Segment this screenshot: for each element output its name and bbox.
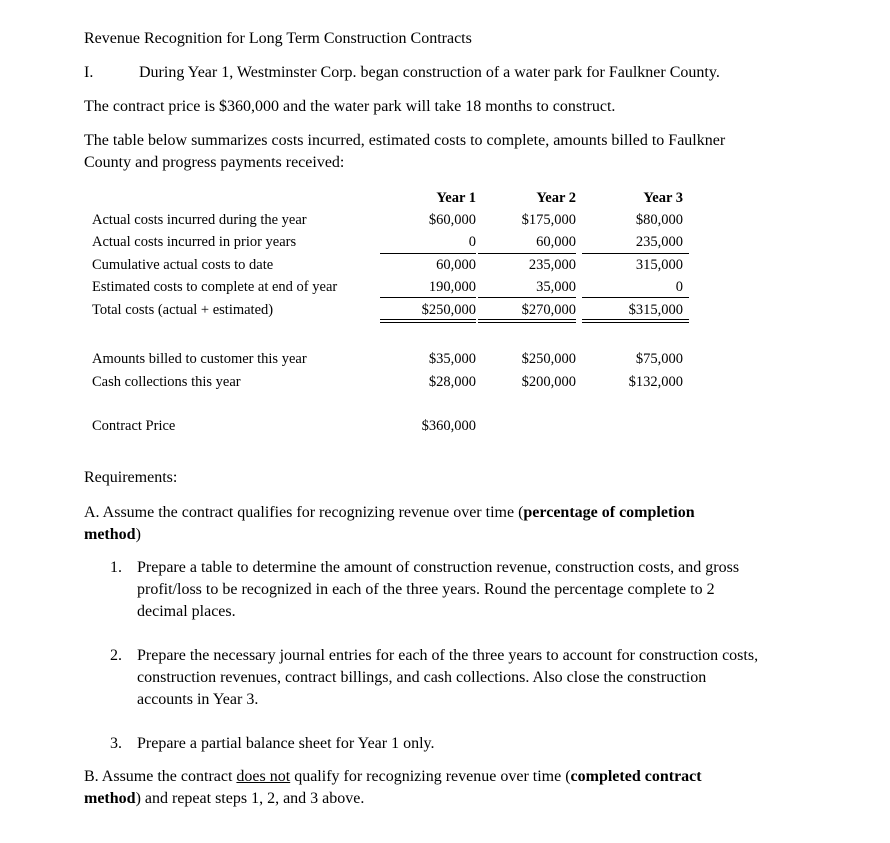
requirement-b-line2 <box>84 788 364 810</box>
table-cell: $132,000 <box>628 374 683 390</box>
table-cell: $28,000 <box>428 374 476 390</box>
item-2-line1: Prepare the necessary journal entries for each of the three years to account for construction costs, <box>137 647 759 664</box>
table-cell: $270,000 <box>521 302 576 318</box>
item-1-line1: Prepare a table to determine the amount of construction revenue, construction costs, and gross <box>137 559 740 576</box>
requirement-b-underlined: does not <box>236 768 291 785</box>
double-rule <box>582 322 689 323</box>
subtotal-rule <box>478 253 576 254</box>
requirement-a-bold: percentage of completion <box>523 504 695 521</box>
column-header-year1: Year 1 <box>436 190 476 206</box>
table-cell: $175,000 <box>521 212 576 228</box>
item-1-line3: decimal places. <box>137 603 236 620</box>
subtotal-rule <box>582 253 689 254</box>
total-rule <box>478 297 576 298</box>
row-label: Actual costs incurred in prior years <box>92 234 297 250</box>
intro-text: During Year 1, Westminster Corp. began construction of a water park for Faulkner County. <box>139 64 720 81</box>
row-label: Total costs (actual + estimated) <box>92 302 274 318</box>
table-cell: 35,000 <box>536 279 576 295</box>
table-cell: $315,000 <box>628 302 683 318</box>
requirement-b-pre: B. Assume the contract <box>84 768 237 785</box>
double-rule <box>478 322 576 323</box>
table-cell: 60,000 <box>436 257 476 273</box>
item-number: 3. <box>110 735 122 752</box>
summary-text-line2: County and progress payments received: <box>84 154 345 171</box>
row-label: Estimated costs to complete at end of year <box>92 279 338 295</box>
table-cell: $80,000 <box>635 212 683 228</box>
table-cell: $250,000 <box>421 302 476 318</box>
item-2-line2: construction revenues, contract billings, and cash collections. Also close the construction <box>137 669 707 686</box>
requirement-b-mid: qualify for recognizing revenue over time ( <box>290 768 571 785</box>
item-1-line2: profit/loss to be recognized in each of the three years. Round the percentage complete to 2 <box>137 581 715 598</box>
table-cell: 315,000 <box>635 257 683 273</box>
total-rule <box>582 297 689 298</box>
item-3-line1: Prepare a partial balance sheet for Year 1 only. <box>137 735 435 752</box>
requirement-b-bold-method: method <box>84 790 136 807</box>
item-number: 2. <box>110 647 122 664</box>
row-label: Cash collections this year <box>92 374 241 390</box>
summary-text-line1: The table below summarizes costs incurred, estimated costs to complete, amounts billed to Faulkner <box>84 132 726 149</box>
double-rule <box>380 322 476 323</box>
requirement-a-bold-method: method <box>84 526 136 543</box>
table-cell: $75,000 <box>635 351 683 367</box>
requirement-b-end: ) and repeat steps 1, 2, and 3 above. <box>135 790 365 807</box>
item-2-line3: accounts in Year 3. <box>137 691 259 708</box>
subtotal-rule <box>380 253 476 254</box>
column-header-year3: Year 3 <box>643 190 683 206</box>
contract-price-text: The contract price is $360,000 and the water park will take 18 months to construct. <box>84 98 616 115</box>
requirement-a-line1 <box>84 502 695 524</box>
table-cell: $250,000 <box>521 351 576 367</box>
row-label: Actual costs incurred during the year <box>92 212 307 228</box>
requirements-heading: Requirements: <box>84 469 178 486</box>
table-cell: $60,000 <box>428 212 476 228</box>
table-cell: 235,000 <box>528 257 576 273</box>
table-cell: 0 <box>675 279 683 295</box>
table-cell: 60,000 <box>536 234 576 250</box>
table-cell: $200,000 <box>521 374 576 390</box>
table-cell: 235,000 <box>635 234 683 250</box>
table-cell: 190,000 <box>428 279 476 295</box>
double-rule <box>478 319 576 320</box>
row-label: Amounts billed to customer this year <box>92 351 307 367</box>
requirement-a-text: A. Assume the contract qualifies for recognizing revenue over time ( <box>84 504 524 521</box>
requirement-b-bold: completed contract <box>570 768 702 785</box>
requirement-a-close: ) <box>135 526 141 543</box>
double-rule <box>380 319 476 320</box>
item-number: 1. <box>110 559 122 576</box>
section-numeral: I. <box>84 64 94 81</box>
contract-price-label: Contract Price <box>92 418 176 434</box>
requirement-a-line2 <box>84 524 141 546</box>
column-header-year2: Year 2 <box>536 190 576 206</box>
table-cell: $35,000 <box>428 351 476 367</box>
row-label: Cumulative actual costs to date <box>92 257 274 273</box>
requirement-b-line1 <box>84 766 702 788</box>
contract-price-value: $360,000 <box>421 418 476 434</box>
double-rule <box>582 319 689 320</box>
document-title: Revenue Recognition for Long Term Construction Contracts <box>84 30 472 47</box>
total-rule <box>380 297 476 298</box>
table-cell: 0 <box>468 234 476 250</box>
